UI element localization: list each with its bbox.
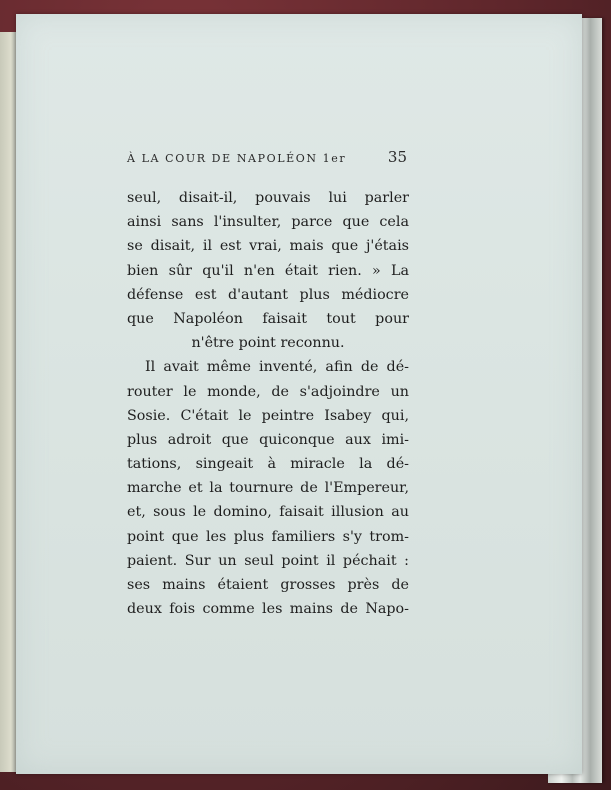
text-line: router le monde, de s'adjoindre un	[127, 383, 409, 400]
running-header	[127, 148, 407, 170]
text-line: et, sous le domino, faisait illusion au	[127, 504, 409, 521]
text-line: ainsi sans l'insulter, parce que cela	[127, 214, 409, 231]
text-line: paient. Sur un seul point il péchait :	[127, 552, 409, 569]
text-line: point que les plus familiers s'y trom-	[127, 528, 409, 545]
text-line: plus adroit que quiconque aux imi-	[127, 431, 409, 448]
running-header-title: À LA COUR DE NAPOLÉON 1er	[127, 152, 347, 165]
text-line: seul, disait-il, pouvais lui parler	[127, 190, 409, 206]
text-line: ses mains étaient grosses près de	[127, 577, 409, 593]
text-line: marche et la tournure de l'Empereur,	[127, 480, 409, 497]
body-text	[127, 186, 409, 621]
page-number: 35	[387, 148, 407, 166]
text-line: Il avait même inventé, afin de dé-	[145, 359, 409, 376]
text-line: deux fois comme les mains de Napo-	[127, 601, 409, 618]
text-line: défense est d'autant plus médiocre	[127, 286, 409, 303]
text-line: n'être point reconnu.	[191, 335, 345, 352]
text-line: que Napoléon faisait tout pour	[127, 310, 409, 327]
text-line: tations, singeait à miracle la dé-	[127, 456, 409, 473]
text-line: Sosie. C'était le peintre Isabey qui,	[127, 407, 409, 424]
text-line: bien sûr qu'il n'en était rien. » La	[127, 262, 409, 279]
text-line: se disait, il est vrai, mais que j'étais	[127, 238, 409, 255]
